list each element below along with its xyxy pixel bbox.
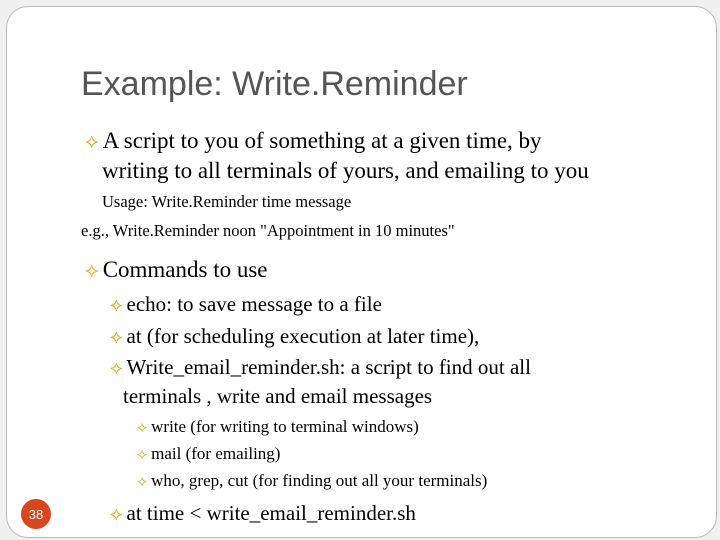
subcommand-write-label: write (for writing to terminal windows) <box>151 417 419 436</box>
subcommand-mail-label: mail (for emailing) <box>151 444 281 463</box>
commands-heading <box>85 257 268 283</box>
command-script-line1: Write_email_reminder.sh: a script to find out all <box>126 355 531 379</box>
usage-text: Usage: Write.Reminder time message <box>102 192 352 211</box>
example-text: e.g., Write.Reminder noon "Appointment in 10 minutes" <box>81 221 455 240</box>
bullet-icon: ⟡ <box>85 260 99 282</box>
intro-bullet <box>85 128 542 154</box>
command-script <box>110 355 531 380</box>
command-script-line2: terminals , write and email messages <box>123 384 433 408</box>
bullet-icon: ⟡ <box>137 446 148 463</box>
intro-line2: writing to all terminals of yours, and emailing to you <box>102 158 589 183</box>
slide-title: Example: Write.Reminder <box>81 65 468 103</box>
bullet-icon: ⟡ <box>110 295 123 316</box>
slide <box>6 6 717 538</box>
command-at <box>110 324 479 349</box>
subcommand-mail <box>137 444 280 464</box>
commands-heading-label: Commands to use <box>102 257 268 282</box>
subcommand-write <box>137 417 419 437</box>
command-at-label: at (for scheduling execution at later time), <box>126 324 480 348</box>
intro-line1: A script to you of something at a given time, by <box>102 128 542 153</box>
bullet-icon: ⟡ <box>137 473 148 490</box>
bullet-icon: ⟡ <box>110 504 123 525</box>
subcommand-who <box>137 471 487 491</box>
subcommand-who-label: who, grep, cut (for finding out all your terminals) <box>151 471 488 490</box>
bullet-icon: ⟡ <box>137 419 148 436</box>
slide-number: 38 <box>21 499 51 529</box>
command-final <box>110 501 416 526</box>
command-final-label: at time < write_email_reminder.sh <box>126 501 416 525</box>
bullet-icon: ⟡ <box>110 358 123 379</box>
command-echo-label: echo: to save message to a file <box>126 292 382 316</box>
bullet-icon: ⟡ <box>85 131 99 153</box>
bullet-icon: ⟡ <box>110 327 123 348</box>
command-echo <box>110 292 382 317</box>
